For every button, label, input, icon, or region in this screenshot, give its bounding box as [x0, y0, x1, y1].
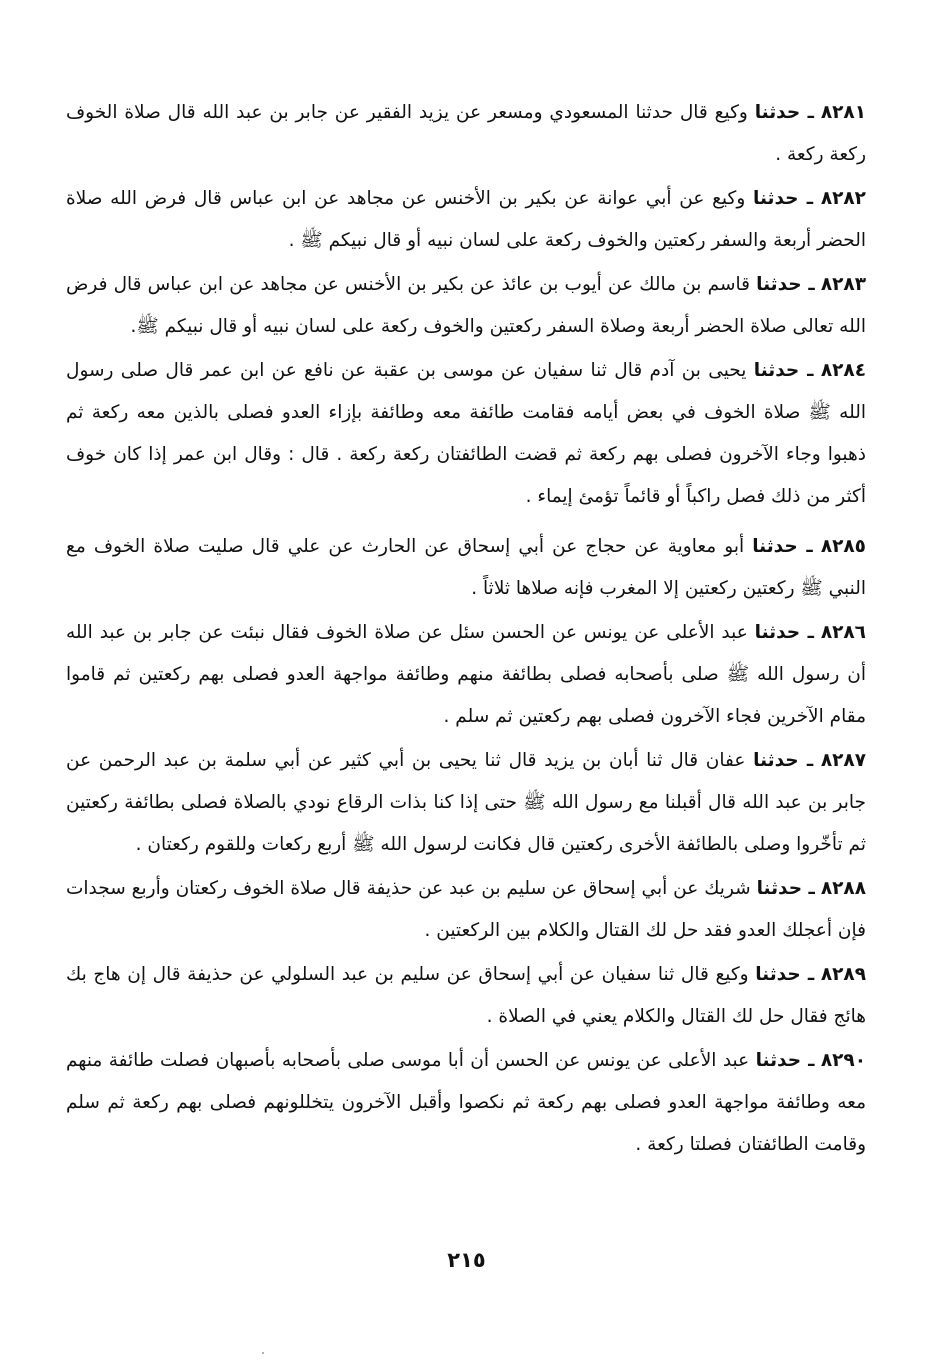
- hadith-text: وكيع قال ثنا سفيان عن أبي إسحاق عن سليم بن عبد السلولي عن حذيفة قال إن هاج بك هائج فقال حل لك القتال والكلام يعني في الصلاة .: [66, 964, 866, 1027]
- hadith-number: ٨٢٨٩: [820, 964, 866, 985]
- hadith-number: ٨٢٩٠: [820, 1050, 866, 1071]
- hadith-intro: ـ حدثنا: [753, 360, 814, 381]
- hadith-8285: [66, 526, 866, 610]
- hadith-text: عفان قال ثنا أبان بن يزيد قال ثنا يحيى بن أبي كثير عن أبي سلمة بن عبد الرحمن عن جابر بن عبد الله قال أقبلنا مع رسول الله ﷺ حتى إذا كنا بذات الرقاع نودي بالصلاة فصلى بطائفة ركعتين ثم تأخّروا وصلى بالطائفة الأخرى ركعتين قال فكانت لرسول الله ﷺ أربع ركعات وللقوم ركعتان .: [66, 750, 866, 855]
- hadith-number: ٨٢٨٧: [820, 750, 867, 771]
- hadith-intro: ـ حدثنا: [755, 964, 815, 985]
- hadith-number: ٨٢٨٦: [820, 622, 866, 643]
- hadith-text: قاسم بن مالك عن أيوب بن عائذ عن بكير بن الأخنس عن مجاهد عن ابن عباس قال فرض الله تعالى صلاة الحضر أربعة وصلاة السفر ركعتين والخوف ركعة على لسان نبيه أو قال نبيكم ﷺ.: [66, 274, 866, 337]
- hadith-8289: [66, 954, 866, 1038]
- hadith-intro: ـ حدثنا: [754, 622, 814, 643]
- hadith-number: ٨٢٨٤: [820, 360, 866, 381]
- hadith-8282: [66, 178, 866, 262]
- hadith-intro: ـ حدثنا: [753, 188, 814, 209]
- hadith-8281: [66, 92, 866, 176]
- hadith-intro: ـ حدثنا: [756, 274, 815, 295]
- hadith-text: عبد الأعلى عن يونس عن الحسن أن أبا موسى صلى بأصحابه بأصبهان فصلت طائفة منهم معه وطائفة مواجهة العدو فصلى بهم ركعة ثم نكصوا وأقبل الآخرون يتخللونهم فصلى بهم ركعة ثم سلم وقامت الطائفتان فصلتا ركعة .: [66, 1050, 866, 1155]
- hadith-text: عبد الأعلى عن يونس عن الحسن سئل عن صلاة الخوف فقال نبئت عن جابر بن عبد الله أن رسول الله ﷺ صلى بأصحابه فصلى بطائفة منهم وطائفة مواجهة العدو فصلى بهم ركعتين ثم قاموا مقام الآخرين فجاء الآخرون فصلى بهم ركعتين ثم سلم .: [66, 622, 866, 727]
- hadith-number: ٨٢٨٣: [820, 274, 867, 295]
- hadith-text: شريك عن أبي إسحاق عن سليم بن عبد عن حذيفة قال صلاة الخوف ركعتان وأربع سجدات فإن أعجلك العدو فقد حل لك القتال والكلام بين الركعتين .: [66, 878, 866, 941]
- hadith-intro: ـ حدثنا: [756, 878, 815, 899]
- hadith-8290: [66, 1040, 866, 1166]
- hadith-text: يحيى بن آدم قال ثنا سفيان عن موسى بن عقبة عن نافع عن ابن عمر قال صلى رسول الله ﷺ صلاة الخوف في بعض أيامه فقامت طائفة معه وطائفة بإزاء العدو فصلى بالذين معه ركعة ثم ذهبوا وجاء الآخرون فصلى بهم ركعة ثم قضت الطائفتان ركعة ركعة . قال : وقال ابن عمر إذا كان خوف أكثر من ذلك فصل راكباً أو قائماً تؤمئ إيماء .: [66, 360, 866, 507]
- hadith-list: [66, 92, 866, 1168]
- hadith-8287: [66, 740, 866, 866]
- hadith-number: ٨٢٨١: [820, 102, 867, 123]
- hadith-intro: ـ حدثنا: [752, 536, 813, 557]
- hadith-intro: ـ حدثنا: [753, 750, 814, 771]
- hadith-number: ٨٢٨٥: [820, 536, 866, 557]
- hadith-number: ٨٢٨٢: [820, 188, 866, 209]
- hadith-text: وكيع قال حدثنا المسعودي ومسعر عن يزيد الفقير عن جابر بن عبد الله قال صلاة الخوف ركعة ركعة .: [66, 102, 866, 165]
- hadith-intro: ـ حدثنا: [754, 102, 814, 123]
- hadith-text: أبو معاوية عن حجاج عن أبي إسحاق عن الحارث عن علي قال صليت صلاة الخوف مع النبي ﷺ ركعتين ركعتين إلا المغرب فإنه صلاها ثلاثاً .: [66, 536, 866, 599]
- hadith-intro: ـ حدثنا: [755, 1050, 815, 1071]
- page-number: ٢١٥: [447, 1248, 486, 1272]
- hadith-8284: [66, 350, 866, 518]
- hadith-number: ٨٢٨٨: [820, 878, 866, 899]
- hadith-text: وكيع عن أبي عوانة عن بكير بن الأخنس عن مجاهد عن ابن عباس قال فرض الله صلاة الحضر أربعة والسفر ركعتين والخوف ركعة على لسان نبيه أو قال نبيكم ﷺ .: [66, 188, 866, 251]
- hadith-8283: [66, 264, 866, 348]
- hadith-8286: [66, 612, 866, 738]
- hadith-8288: [66, 868, 866, 952]
- scan-speck: [262, 1352, 264, 1354]
